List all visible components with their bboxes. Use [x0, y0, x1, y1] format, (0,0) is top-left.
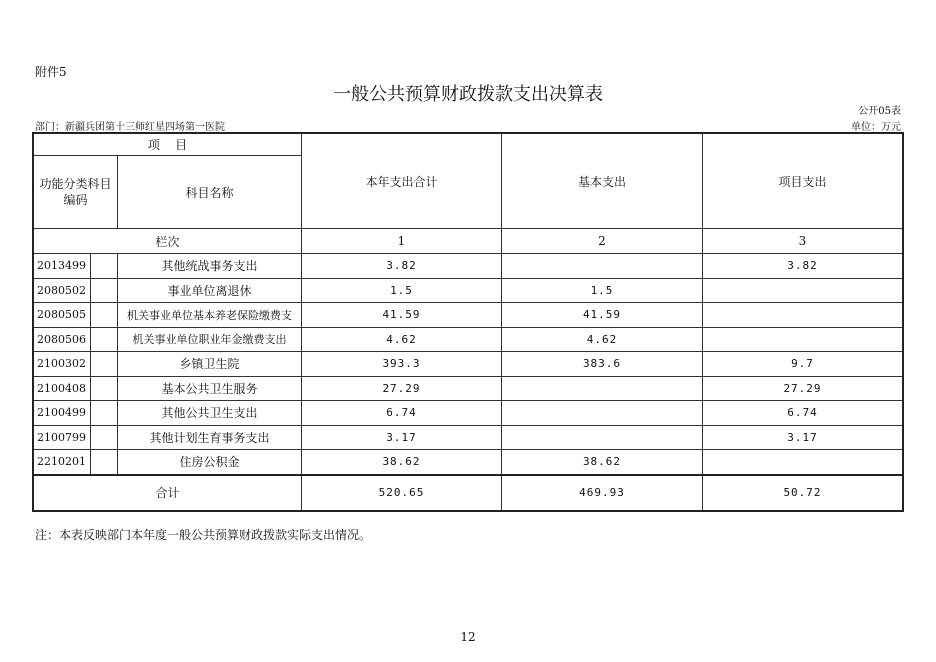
subject-name: 住房公积金 — [118, 450, 302, 475]
amount-project — [703, 278, 903, 303]
amount-project: 6.74 — [703, 401, 903, 426]
subject-code: 2080506 — [34, 327, 91, 352]
amount-total: 1.5 — [302, 278, 502, 303]
subject-name: 其他统战事务支出 — [118, 254, 302, 279]
code-header: 功能分类科目编码 — [34, 156, 118, 229]
subject-code: 2100408 — [34, 376, 91, 401]
amount-project: 27.29 — [703, 376, 903, 401]
subject-name: 事业单位离退休 — [118, 278, 302, 303]
report-title: 一般公共预算财政拨款支出决算表 — [333, 84, 603, 105]
amount-total: 6.74 — [302, 401, 502, 426]
amount-total: 38.62 — [302, 450, 502, 475]
subject-name: 机关事业单位职业年金缴费支出 — [118, 327, 302, 352]
subject-name: 基本公共卫生服务 — [118, 376, 302, 401]
table-row — [34, 376, 903, 401]
department-label: 部门：新疆兵团第十三师红星四场第一医院 — [35, 122, 225, 133]
subject-code: 2210201 — [34, 450, 91, 475]
total-basic: 469.93 — [502, 475, 703, 511]
table-row — [34, 254, 903, 279]
amount-total: 3.17 — [302, 425, 502, 450]
column-index: 3 — [703, 229, 903, 254]
subject-name: 其他公共卫生支出 — [118, 401, 302, 426]
attachment-label: 附件5 — [35, 65, 67, 79]
table-row — [34, 352, 903, 377]
col-header-total: 本年支出合计 — [302, 134, 502, 229]
amount-total: 393.3 — [302, 352, 502, 377]
subject-code: 2080502 — [34, 278, 91, 303]
form-number: 公开05表 — [858, 106, 901, 117]
amount-basic — [502, 254, 703, 279]
amount-project — [703, 303, 903, 328]
column-index-label: 栏次 — [34, 229, 302, 254]
total-row — [34, 475, 903, 511]
column-index-row — [34, 229, 903, 254]
amount-project: 9.7 — [703, 352, 903, 377]
col-header-basic: 基本支出 — [502, 134, 703, 229]
amount-total: 27.29 — [302, 376, 502, 401]
col-header-project: 项目支出 — [703, 134, 903, 229]
subject-code: 2100799 — [34, 425, 91, 450]
name-header: 科目名称 — [118, 156, 302, 229]
amount-total: 4.62 — [302, 327, 502, 352]
amount-total: 41.59 — [302, 303, 502, 328]
column-index: 2 — [502, 229, 703, 254]
page-number: 12 — [460, 630, 476, 644]
amount-basic — [502, 401, 703, 426]
amount-basic: 41.59 — [502, 303, 703, 328]
amount-basic — [502, 425, 703, 450]
amount-basic: 38.62 — [502, 450, 703, 475]
table-row — [34, 278, 903, 303]
total-project: 50.72 — [703, 475, 903, 511]
amount-basic: 4.62 — [502, 327, 703, 352]
subject-name: 其他计划生育事务支出 — [118, 425, 302, 450]
table-row — [34, 401, 903, 426]
subject-code: 2013499 — [34, 254, 91, 279]
table-row — [34, 303, 903, 328]
expenditure-table — [33, 133, 903, 511]
header-row-group — [34, 134, 903, 156]
items-group-header: 项 目 — [34, 134, 302, 156]
table-row — [34, 425, 903, 450]
amount-basic: 1.5 — [502, 278, 703, 303]
table-row — [34, 450, 903, 475]
unit-label: 单位：万元 — [851, 122, 901, 133]
amount-project: 3.17 — [703, 425, 903, 450]
amount-project: 3.82 — [703, 254, 903, 279]
footnote: 注：本表反映部门本年度一般公共预算财政拨款实际支出情况。 — [35, 528, 372, 542]
amount-project — [703, 450, 903, 475]
subject-code: 2080505 — [34, 303, 91, 328]
amount-basic — [502, 376, 703, 401]
subject-name: 机关事业单位基本养老保险缴费支 — [118, 303, 302, 328]
subject-code: 2100499 — [34, 401, 91, 426]
amount-total: 3.82 — [302, 254, 502, 279]
amount-basic: 383.6 — [502, 352, 703, 377]
column-index: 1 — [302, 229, 502, 254]
subject-name: 乡镇卫生院 — [118, 352, 302, 377]
subject-code: 2100302 — [34, 352, 91, 377]
table-row — [34, 327, 903, 352]
total-label: 合计 — [34, 475, 302, 511]
total-amount: 520.65 — [302, 475, 502, 511]
amount-project — [703, 327, 903, 352]
